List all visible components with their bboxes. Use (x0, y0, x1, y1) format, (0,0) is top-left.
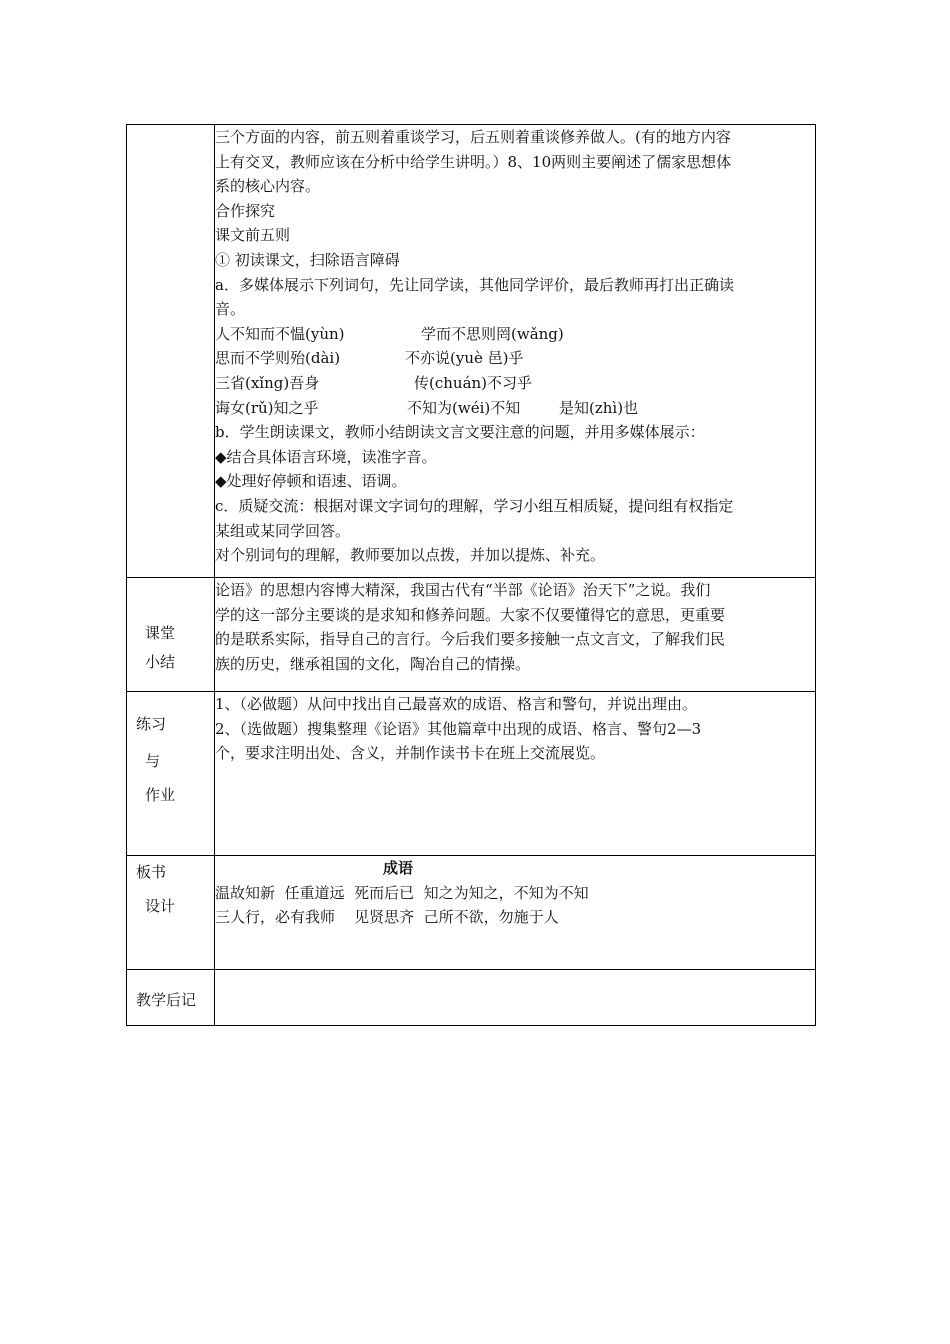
pinyin-item: 传(chuán)不习乎 (414, 373, 533, 392)
row-label-homework (127, 692, 215, 856)
row-label-empty (127, 125, 215, 578)
label-text: 练习 (136, 715, 167, 733)
text-line: 音。 (215, 300, 246, 319)
lesson-plan-table (126, 124, 816, 1026)
row-label-board (127, 856, 215, 970)
text-line: 三个方面的内容，前五则着重谈学习，后五则着重谈修养做人。(有的地方内容 (215, 128, 731, 146)
idiom-line: 温故知新 任重道远 死而后已 知之为知之，不知为不知 (215, 883, 589, 902)
text-line: b．学生朗读课文，教师小结朗读文言文要注意的问题，并用多媒体展示： (215, 423, 705, 442)
label-text: 与 (145, 752, 161, 770)
pinyin-item: 是知(zhì)也 (559, 398, 639, 417)
label-text: 作业 (145, 786, 176, 804)
label-text: 课堂 (145, 624, 176, 642)
pinyin-item: 思而不学则殆(dài) (215, 349, 341, 368)
text-line: 某组或某同学回答。 (215, 521, 351, 540)
task-line: 个，要求注明出处、含义，并制作读书卡在班上交流展览。 (215, 744, 606, 763)
pinyin-row (215, 346, 815, 371)
notes-cell (215, 970, 816, 1026)
section-heading: 合作探究 (215, 201, 276, 220)
table-row-notes (127, 970, 816, 1026)
bullet-line: ◆处理好停顿和语速、语调。 (215, 472, 407, 491)
pinyin-item: 三省(xǐng)吾身 (215, 373, 320, 392)
text-line: 系的核心内容。 (215, 177, 321, 196)
label-text: 小结 (145, 653, 176, 671)
task-line: 2、（选做题）搜集整理《论语》其他篇章中出现的成语、格言、警句2—3 (215, 719, 702, 738)
board-heading: 成语 (383, 859, 414, 877)
text-line: 学的这一部分主要谈的是求知和修养问题。大家不仅要懂得它的意思，更重要 (215, 605, 726, 624)
homework-cell (215, 692, 816, 856)
table-row-board (127, 856, 816, 970)
summary-cell (215, 578, 816, 692)
pinyin-row (215, 396, 815, 421)
pinyin-item: 不知为(wéi)不知 (407, 398, 521, 417)
label-text: 教学后记 (136, 991, 197, 1009)
text-line: 族的历史，继承祖国的文化，陶冶自己的情操。 (215, 654, 531, 673)
pinyin-row (215, 371, 815, 396)
text-line: a．多媒体展示下列词句，先让同学读，其他同学评价，最后教师再打出正确读 (215, 275, 734, 294)
text-line: 论语》的思想内容博大精深，我国古代有“半部《论语》治天下”之说。我们 (215, 581, 711, 599)
task-line: 1、（必做题）从问中找出自己最喜欢的成语、格言和警句，并说出理由。 (215, 695, 698, 713)
idiom-line: 三人行，必有我师 见贤思齐 己所不欲，勿施于人 (215, 908, 559, 927)
step-heading: ① 初读课文，扫除语言障碍 (215, 250, 400, 269)
table-row-summary (127, 578, 816, 692)
table-row-homework (127, 692, 816, 856)
label-text: 板书 (136, 863, 167, 881)
pinyin-row (215, 322, 815, 347)
text-line: c．质疑交流：根据对课文字词句的理解，学习小组互相质疑，提问组有权指定 (215, 496, 734, 515)
pinyin-item: 诲女(rǔ)知之乎 (215, 398, 319, 417)
bullet-line: ◆结合具体语言环境，读准字音。 (215, 447, 437, 466)
label-text: 设计 (145, 897, 176, 915)
text-line: 对个别词句的理解，教师要加以点拨，并加以提炼、补充。 (215, 546, 606, 565)
section-subheading: 课文前五则 (215, 226, 291, 245)
pinyin-item: 人不知而不愠(yùn) (215, 324, 345, 343)
content-cell (215, 125, 816, 578)
board-cell (215, 856, 816, 970)
text-line: 的是联系实际，指导自己的言行。今后我们要多接触一点文言文，了解我们民 (215, 630, 726, 649)
pinyin-item: 学而不思则罔(wǎng) (421, 324, 564, 343)
table-row-content (127, 125, 816, 578)
row-label-summary (127, 578, 215, 692)
pinyin-item: 不亦说(yuè 邑)乎 (405, 349, 524, 368)
row-label-notes (127, 970, 215, 1026)
text-line: 上有交叉，教师应该在分析中给学生讲明。）8、10两则主要阐述了儒家思想体 (215, 152, 732, 171)
